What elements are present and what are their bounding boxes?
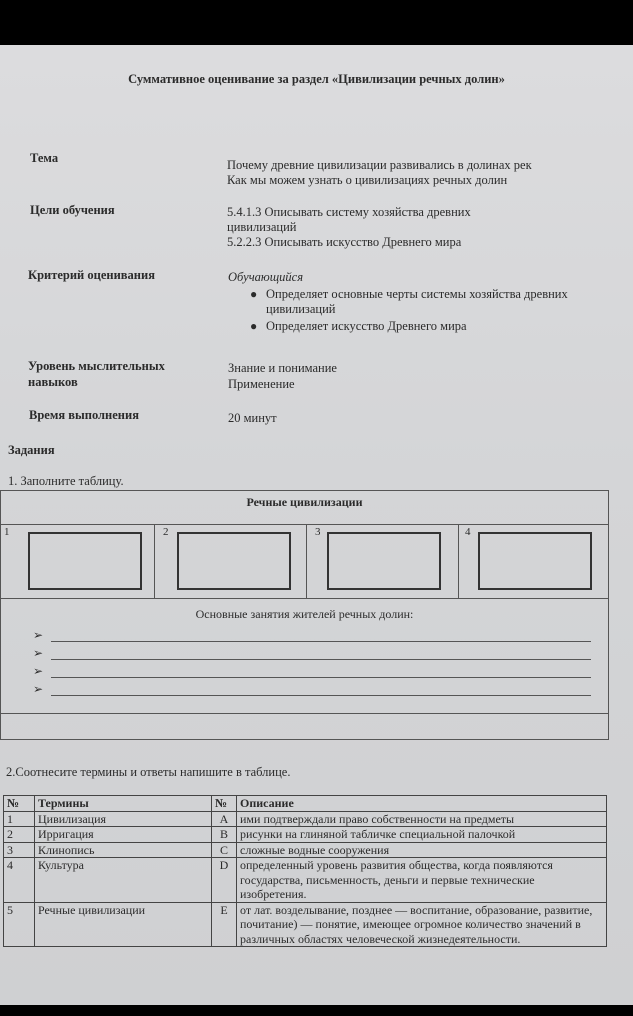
level-value [228, 360, 337, 392]
answer-line-1[interactable] [51, 641, 591, 642]
row-letter: C [212, 842, 237, 858]
row-desc: рисунки на глиняной табличке специальной палочкой [237, 827, 607, 843]
criteria-value [228, 270, 588, 336]
civilization-cell-1 [1, 524, 155, 598]
cell-number: 1 [4, 526, 10, 538]
row-desc: определенный уровень развития общества, когда появляются государства, письменность, деньги и первые технические изобретения. [237, 858, 607, 903]
goal-line: 5.2.2.3 Описывать искусство Древнего мира [227, 235, 462, 249]
row-letter: A [212, 811, 237, 827]
table-row [4, 858, 607, 903]
criteria-item: ● Определяет искусство Древнего мира [250, 319, 467, 333]
answer-line-2[interactable] [51, 659, 591, 660]
answer-line-3[interactable] [51, 677, 591, 678]
civilization-cell-3 [307, 524, 459, 598]
table-row [4, 811, 607, 827]
row-term: Речные цивилизации [35, 902, 212, 947]
row-desc: ими подтверждали право собственности на предметы [237, 811, 607, 827]
row-num: 3 [4, 842, 35, 858]
level-label: Уровень мыслительных навыков [28, 359, 165, 389]
topic-value [227, 158, 532, 188]
goals-value [227, 205, 471, 250]
table-row [4, 827, 607, 843]
criteria-label: Критерий оценивания [28, 268, 155, 282]
row-term: Культура [35, 858, 212, 903]
task1-instruction: 1. Заполните таблицу. [8, 474, 124, 488]
row-letter: D [212, 858, 237, 903]
time-label: Время выполнения [29, 408, 139, 422]
occupations-label: Основные занятия жителей речных долин: [195, 607, 414, 621]
bullet-icon: ● [250, 319, 258, 333]
civilization-cell-2 [155, 524, 307, 598]
row-num: 1 [4, 811, 35, 827]
answer-box-2[interactable] [177, 532, 291, 590]
row-term: Цивилизация [35, 811, 212, 827]
row-letter: B [212, 827, 237, 843]
answer-box-1[interactable] [28, 532, 142, 590]
time-value: 20 минут [228, 411, 277, 425]
row-num: 5 [4, 902, 35, 947]
extra-row [0, 714, 609, 740]
arrow-bullet-icon: ➢ [33, 664, 44, 678]
header-num: № [4, 796, 35, 812]
level-line: Знание и понимание [228, 361, 337, 375]
top-black-bar [0, 0, 633, 45]
topic-line: Почему древние цивилизации развивались в долинах рек [227, 158, 532, 172]
civilization-cell-4 [459, 524, 608, 598]
topic-label: Тема [30, 151, 59, 165]
table-row [4, 842, 607, 858]
bottom-black-bar [0, 1005, 633, 1016]
goals-label: Цели обучения [30, 203, 115, 217]
arrow-bullet-icon: ➢ [33, 682, 44, 696]
row-term: Ирригация [35, 827, 212, 843]
row-num: 4 [4, 858, 35, 903]
cell-number: 3 [315, 526, 321, 538]
level-line: Применение [228, 377, 295, 391]
page-title: Суммативное оценивание за раздел «Цивилизации речных долин» [128, 72, 505, 86]
row-divider [1, 598, 608, 599]
header-num2: № [212, 796, 237, 812]
tasks-heading: Задания [8, 443, 55, 457]
answer-box-3[interactable] [327, 532, 441, 590]
header-terms: Термины [35, 796, 212, 812]
terms-table [3, 795, 607, 947]
answer-box-4[interactable] [478, 532, 592, 590]
criteria-intro: Обучающийся [228, 270, 304, 284]
row-desc: сложные водные сооружения [237, 842, 607, 858]
criteria-list [246, 287, 588, 334]
row-desc: от лат. возделывание, позднее — воспитание, образование, развитие, почитание) — понятие, имеющее огромное количество значений в различных областях человеческой жизнедеятельности. [237, 902, 607, 947]
row-num: 2 [4, 827, 35, 843]
header-desc: Описание [237, 796, 607, 812]
civilizations-table-title: Речные цивилизации [1, 491, 608, 525]
criteria-item: ● Определяет основные черты системы хозяйства древних цивилизаций [250, 287, 568, 316]
table-header-row [4, 796, 607, 812]
goal-line: цивилизаций [227, 220, 297, 234]
task2-instruction: 2.Соотнесите термины и ответы напишите в таблице. [6, 765, 291, 779]
civilizations-table [0, 490, 609, 714]
answer-line-4[interactable] [51, 695, 591, 696]
arrow-bullet-icon: ➢ [33, 628, 44, 642]
arrow-bullet-icon: ➢ [33, 646, 44, 660]
cell-number: 2 [163, 526, 169, 538]
topic-line: Как мы можем узнать о цивилизациях речных долин [227, 173, 508, 187]
row-term: Клинопись [35, 842, 212, 858]
cell-number: 4 [465, 526, 471, 538]
row-letter: E [212, 902, 237, 947]
goal-line: 5.4.1.3 Описывать систему хозяйства древних [227, 205, 471, 219]
bullet-icon: ● [250, 287, 258, 301]
table-row [4, 902, 607, 947]
